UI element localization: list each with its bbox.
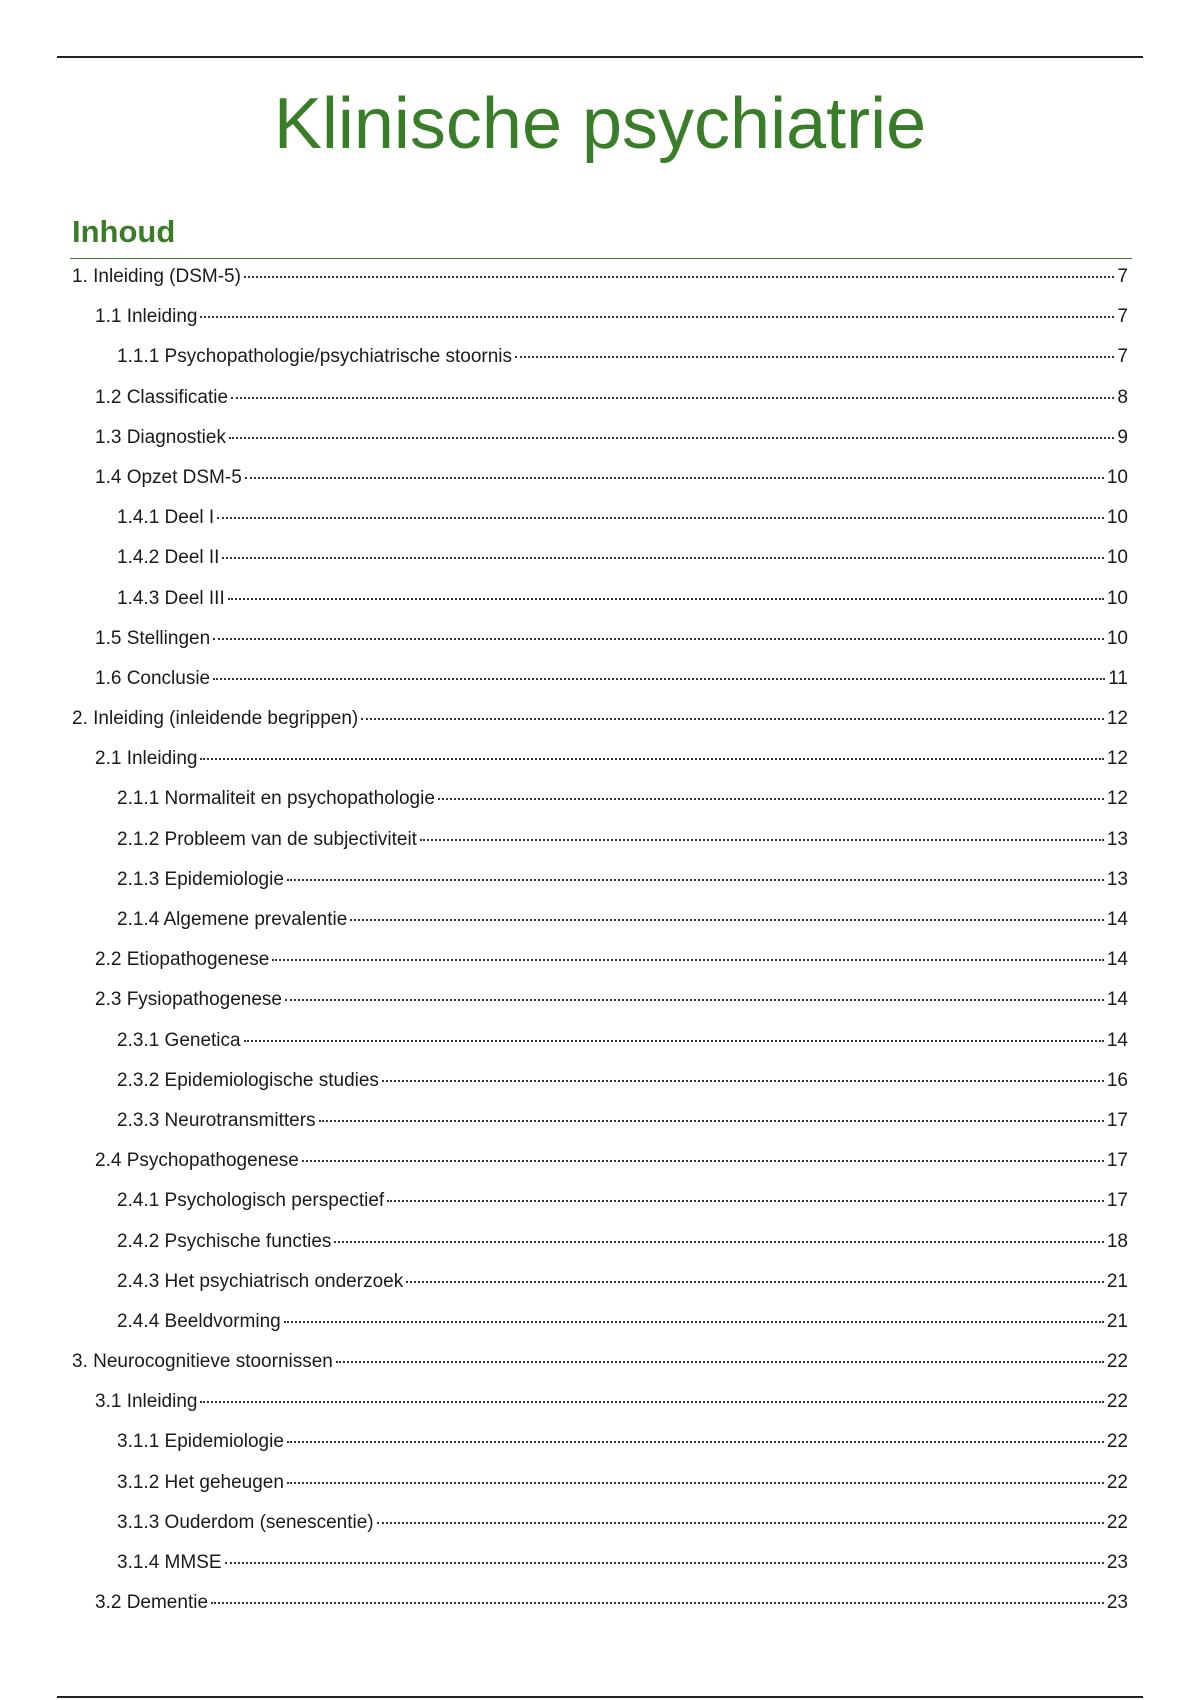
toc-entry-label: 3.1 Inleiding [95,1391,198,1413]
toc-entry[interactable] [72,1187,1128,1227]
toc-entry-page-number: 12 [1106,788,1128,810]
toc-entry[interactable] [72,1388,1128,1428]
toc-entry-page-number: 17 [1106,1150,1128,1172]
toc-entry-page-number: 10 [1106,547,1128,569]
toc-dot-leader [244,276,1114,278]
toc-entry[interactable] [72,986,1128,1026]
toc-entry-label: 2.3 Fysiopathogenese [95,989,282,1011]
toc-entry[interactable] [72,1469,1128,1509]
toc-dot-leader [406,1281,1104,1283]
toc-entry-label: 1. Inleiding (DSM-5) [72,266,241,287]
toc-entry-page-number: 22 [1106,1351,1128,1373]
toc-dot-leader [217,517,1104,519]
table-of-contents [72,263,1128,1629]
toc-entry[interactable] [72,745,1128,785]
toc-entry[interactable] [72,785,1128,825]
toc-entry-label: 2.1.1 Normaliteit en psychopathologie [117,788,435,810]
toc-dot-leader [319,1120,1104,1122]
toc-entry-label: 3. Neurocognitieve stoornissen [72,1351,333,1373]
toc-entry-page-number: 14 [1106,989,1128,1011]
toc-dot-leader [387,1200,1104,1202]
toc-entry[interactable] [72,303,1128,343]
toc-dot-leader [382,1080,1104,1082]
toc-entry[interactable] [72,826,1128,866]
toc-entry[interactable] [72,665,1128,705]
toc-entry[interactable] [72,1549,1128,1589]
toc-entry-label: 1.6 Conclusie [95,667,211,689]
toc-dot-leader [272,959,1104,961]
toc-entry-label: 2.4.1 Psychologisch perspectief [117,1190,385,1212]
toc-entry-label: 3.1.4 MMSE [117,1552,222,1573]
toc-dot-leader [515,356,1114,358]
toc-heading-rule [70,258,1132,259]
toc-entry-label: 3.1.1 Epidemiologie [117,1431,284,1453]
toc-dot-leader [225,1562,1104,1564]
toc-entry-page-number: 14 [1106,909,1128,930]
toc-dot-leader [377,1522,1104,1524]
toc-entry[interactable] [72,343,1128,383]
toc-dot-leader [336,1361,1104,1363]
toc-entry-page-number: 7 [1117,306,1128,328]
toc-entry-label: 1.4.2 Deel II [117,547,220,569]
toc-entry[interactable] [72,705,1128,745]
document-title: Klinische psychiatrie [273,84,927,164]
toc-dot-leader [334,1241,1103,1243]
toc-entry-label: 1.5 Stellingen [95,627,211,649]
toc-dot-leader [200,316,1114,318]
toc-entry-label: 1.4.3 Deel III [117,587,225,609]
toc-entry-page-number: 21 [1106,1270,1128,1292]
toc-dot-leader [231,397,1114,399]
toc-dot-leader [222,557,1103,559]
toc-dot-leader [350,919,1104,921]
toc-entry-label: 1.3 Diagnostiek [95,426,226,448]
page-bottom-rule [57,1696,1143,1698]
toc-entry-label: 2.1.2 Probleem van de subjectiviteit [117,828,417,850]
toc-entry-label: 3.2 Dementie [95,1592,209,1614]
toc-entry-page-number: 13 [1106,868,1128,890]
toc-entry-label: 2.4.2 Psychische functies [117,1230,332,1252]
toc-entry[interactable] [72,504,1128,544]
toc-entry-page-number: 16 [1106,1069,1128,1091]
toc-entry-page-number: 12 [1106,708,1128,730]
toc-entry-page-number: 18 [1106,1230,1128,1252]
toc-entry-label: 2.3.2 Epidemiologische studies [117,1069,379,1091]
toc-entry[interactable] [72,544,1128,584]
toc-entry-page-number: 14 [1106,949,1128,971]
toc-entry-label: 2. Inleiding (inleidende begrippen) [72,708,359,730]
toc-dot-leader [287,1441,1104,1443]
toc-entry-label: 2.1 Inleiding [95,748,198,770]
toc-entry[interactable] [72,625,1128,665]
toc-entry[interactable] [72,1589,1128,1629]
toc-entry[interactable] [72,1268,1128,1308]
toc-entry[interactable] [72,1067,1128,1107]
toc-entry[interactable] [72,1107,1128,1147]
toc-entry[interactable] [72,866,1128,906]
toc-entry-page-number: 22 [1106,1511,1128,1533]
toc-entry-page-number: 10 [1106,466,1128,488]
toc-heading: Inhoud [72,214,176,249]
toc-entry-label: 2.1.4 Algemene prevalentie [117,909,348,930]
toc-entry[interactable] [72,1308,1128,1348]
toc-entry-label: 1.4.1 Deel I [117,507,215,529]
toc-dot-leader [213,678,1105,680]
toc-dot-leader [438,798,1104,800]
toc-entry-page-number: 22 [1106,1471,1128,1493]
toc-entry-page-number: 23 [1106,1592,1128,1614]
toc-dot-leader [284,1321,1104,1323]
toc-entry[interactable] [72,1348,1128,1388]
toc-entry[interactable] [72,906,1128,946]
toc-entry-label: 2.4 Psychopathogenese [95,1150,299,1172]
toc-entry-page-number: 23 [1106,1552,1128,1573]
toc-entry-page-number: 10 [1106,627,1128,649]
toc-dot-leader [302,1160,1104,1162]
toc-entry-label: 3.1.3 Ouderdom (senescentie) [117,1511,374,1533]
toc-entry-page-number: 14 [1106,1029,1128,1051]
toc-entry-page-number: 10 [1106,587,1128,609]
toc-entry[interactable] [72,1428,1128,1468]
toc-entry-page-number: 11 [1108,667,1128,689]
toc-entry-label: 2.3.3 Neurotransmitters [117,1109,316,1131]
toc-dot-leader [213,638,1104,640]
toc-entry-page-number: 22 [1106,1391,1128,1413]
toc-entry-label: 2.1.3 Epidemiologie [117,868,284,890]
toc-entry[interactable] [72,1228,1128,1268]
toc-entry-page-number: 17 [1106,1190,1128,1212]
toc-entry-page-number: 12 [1106,748,1128,770]
toc-entry[interactable] [72,263,1128,303]
toc-entry-page-number: 13 [1106,828,1128,850]
toc-entry-page-number: 7 [1117,266,1128,287]
toc-entry-label: 1.1.1 Psychopathologie/psychiatrische stoornis [117,346,513,368]
toc-entry[interactable] [72,464,1128,504]
toc-entry-page-number: 10 [1106,507,1128,529]
toc-dot-leader [244,1040,1104,1042]
toc-entry-page-number: 17 [1106,1109,1128,1131]
toc-entry-page-number: 9 [1117,426,1128,448]
toc-entry-label: 2.4.4 Beeldvorming [117,1310,281,1332]
toc-dot-leader [200,1401,1103,1403]
toc-entry[interactable] [72,1027,1128,1067]
toc-dot-leader [228,598,1104,600]
toc-dot-leader [361,718,1104,720]
toc-dot-leader [287,879,1104,881]
toc-entry[interactable] [72,384,1128,424]
toc-entry-page-number: 7 [1117,346,1128,368]
toc-dot-leader [200,758,1103,760]
toc-entry[interactable] [72,585,1128,625]
toc-entry[interactable] [72,1147,1128,1187]
toc-entry-page-number: 22 [1106,1431,1128,1453]
toc-entry-label: 1.2 Classificatie [95,386,229,408]
toc-entry-label: 3.1.2 Het geheugen [117,1471,284,1493]
toc-entry-label: 1.4 Opzet DSM-5 [95,466,242,488]
page-top-rule [57,56,1143,58]
toc-dot-leader [229,437,1114,439]
toc-dot-leader [285,999,1104,1001]
toc-dot-leader [245,477,1104,479]
toc-entry[interactable] [72,1509,1128,1549]
toc-entry-label: 2.4.3 Het psychiatrisch onderzoek [117,1270,404,1292]
toc-entry-label: 1.1 Inleiding [95,306,198,328]
toc-dot-leader [211,1602,1104,1604]
toc-entry-label: 2.2 Etiopathogenese [95,949,270,971]
toc-dot-leader [420,839,1104,841]
toc-entry-page-number: 8 [1117,386,1128,408]
toc-entry-label: 2.3.1 Genetica [117,1029,241,1051]
toc-dot-leader [287,1482,1104,1484]
toc-entry[interactable] [72,424,1128,464]
toc-entry-page-number: 21 [1106,1310,1128,1332]
toc-entry[interactable] [72,946,1128,986]
